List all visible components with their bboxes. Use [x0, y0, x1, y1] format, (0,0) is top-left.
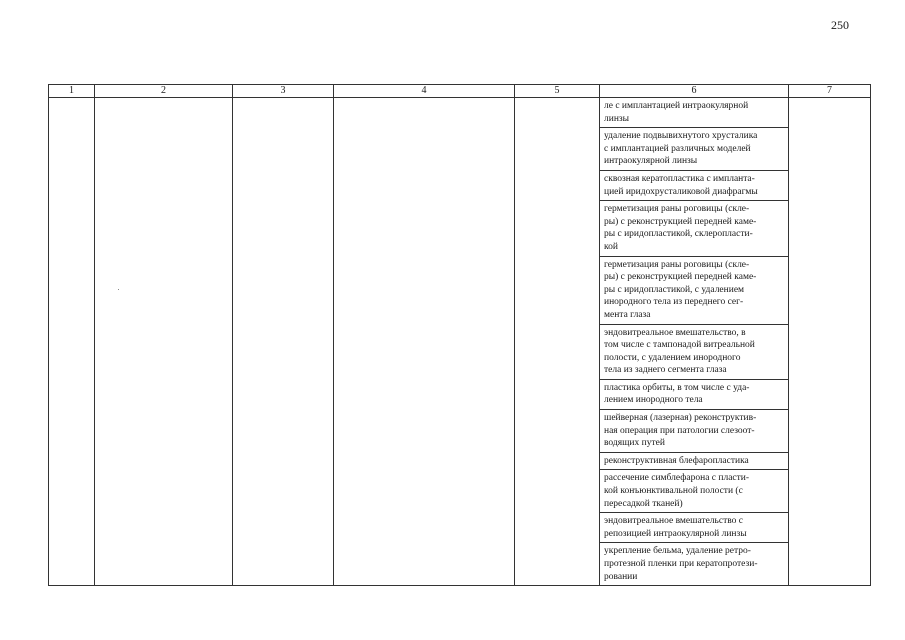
procedure-line: кой	[604, 241, 618, 252]
procedure-line: инородного тела из переднего сег-	[604, 297, 744, 308]
column-header-5: 5	[515, 85, 600, 98]
procedure-item	[600, 201, 788, 256]
procedure-line: ры с иридопластикой, склеропласти-	[604, 229, 753, 240]
procedure-line: с имплантацией различных моделей	[604, 143, 751, 154]
procedure-line: интраокулярной линзы	[604, 156, 698, 167]
procedure-item	[600, 128, 788, 171]
column-7-cell	[789, 98, 871, 586]
procedure-item	[600, 543, 788, 585]
column-2-cell	[95, 98, 233, 586]
procedure-line: ры) с реконструкцией передней каме-	[604, 272, 757, 283]
column-header-4: 4	[334, 85, 515, 98]
header-row	[49, 85, 871, 98]
procedure-line: реконструктивная блефаропластика	[604, 455, 749, 466]
column-3-cell	[233, 98, 334, 586]
column-header-6: 6	[600, 85, 789, 98]
procedure-line: пластика орбиты, в том числе с уда-	[604, 382, 750, 393]
procedure-line: мента глаза	[604, 309, 651, 320]
procedure-line: герметизация раны роговицы (скле-	[604, 204, 750, 215]
procedure-line: ры с иридопластикой, с удалением	[604, 284, 745, 295]
procedure-line: пересадкой тканей)	[604, 498, 683, 509]
table-row	[49, 98, 871, 586]
procedure-line: линзы	[604, 113, 630, 124]
procedure-item	[600, 470, 788, 513]
column-header-1: 1	[49, 85, 95, 98]
procedure-item	[600, 98, 788, 128]
procedure-item	[600, 171, 788, 201]
procedure-line: ровании	[604, 571, 638, 582]
procedure-item	[600, 513, 788, 543]
procedure-line: протезной пленки при кератопротези-	[604, 559, 758, 569]
procedure-item	[600, 380, 788, 410]
procedure-line: герметизация раны роговицы (скле-	[604, 259, 750, 270]
procedure-line: шейверная (лазерная) реконструктив-	[604, 413, 757, 424]
column-4-cell	[334, 98, 515, 586]
procedure-line: сквозная кератопластика с имплантa-	[604, 173, 755, 184]
procedure-line: укрепление бельма, удаление ретро-	[604, 546, 751, 557]
procedure-line: рассечение симблефарона с пласти-	[604, 473, 750, 484]
procedure-line: ная операция при патологии слезоот-	[604, 425, 755, 436]
scan-speck	[118, 289, 119, 290]
procedure-line: эндовитреальное вмешательство, в	[604, 327, 746, 338]
procedure-line: цией иридохрусталиковой диафрагмы	[604, 186, 758, 197]
procedure-line: удаление подвывихнутого хрусталика	[604, 131, 758, 142]
procedure-item	[600, 410, 788, 453]
procedure-list	[600, 98, 788, 585]
column-header-7: 7	[789, 85, 871, 98]
procedure-item	[600, 453, 788, 471]
procedure-line: лением инородного тела	[604, 395, 703, 406]
procedure-line: водящих путей	[604, 438, 665, 449]
column-1-cell	[49, 98, 95, 586]
procedure-line: полости, с удалением инородного	[604, 352, 741, 363]
column-header-2: 2	[95, 85, 233, 98]
procedure-line: ры) с реконструкцией передней каме-	[604, 216, 757, 227]
procedure-item	[600, 257, 788, 325]
column-header-3: 3	[233, 85, 334, 98]
procedure-line: эндовитреальное вмешательство с	[604, 516, 743, 527]
column-5-cell	[515, 98, 600, 586]
procedures-table	[48, 84, 871, 586]
procedure-line: том числе с тампонадой витреальной	[604, 340, 755, 351]
column-6-cell	[600, 98, 789, 586]
procedure-line: кой конъюнктивальной полости (с	[604, 486, 743, 497]
page-number: 250	[831, 18, 849, 32]
procedure-item	[600, 325, 788, 380]
procedure-line: ле с имплантацией интраокулярной	[604, 101, 749, 111]
procedure-line: репозицией интраокулярной линзы	[604, 528, 747, 539]
procedure-line: тела из заднего сегмента глаза	[604, 365, 727, 376]
